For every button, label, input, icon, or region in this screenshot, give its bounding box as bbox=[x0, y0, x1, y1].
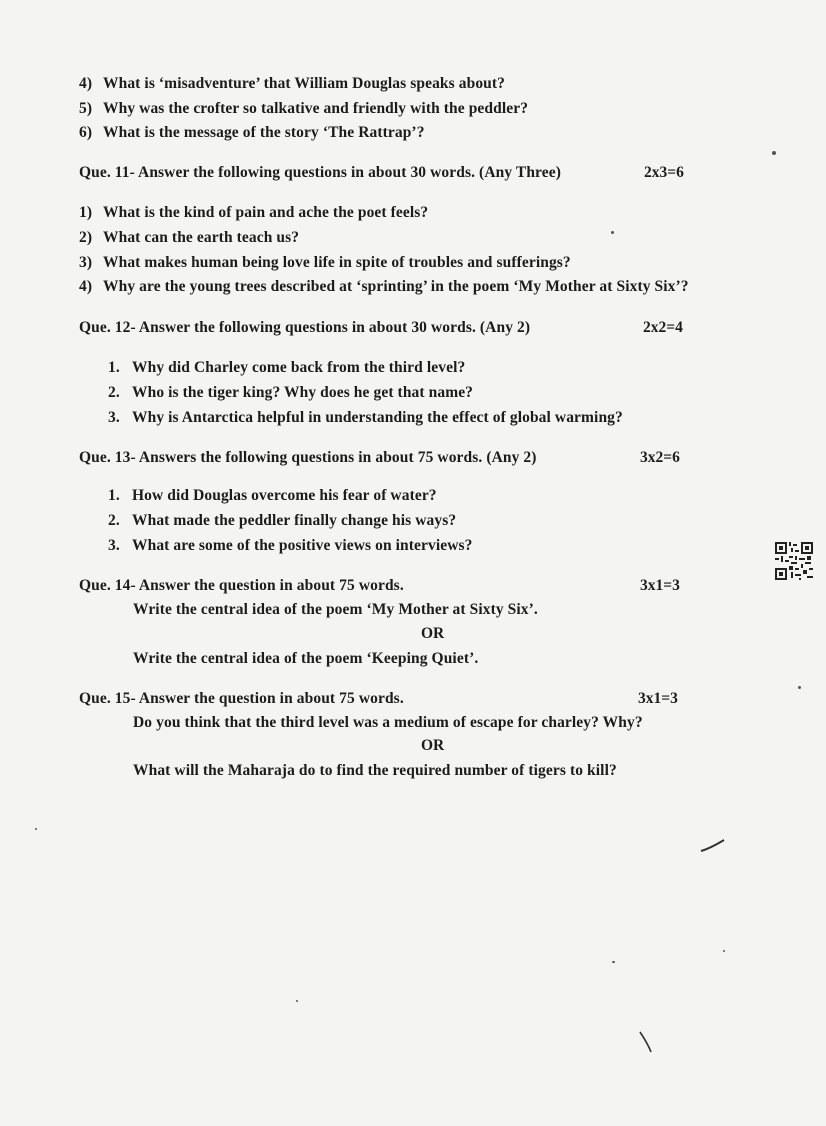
scan-speck bbox=[296, 1000, 298, 1002]
q12-marks: 2x2=4 bbox=[643, 319, 683, 336]
q13-heading: Que. 13- Answers the following questions in about 75 words. (Any 2) bbox=[79, 449, 537, 466]
q11-item-1: 1) What is the kind of pain and ache the poet feels? bbox=[79, 204, 429, 221]
q15-option-b: What will the Maharaja do to find the required number of tigers to kill? bbox=[133, 762, 617, 779]
q12-heading: Que. 12- Answer the following questions in about 30 words. (Any 2) bbox=[79, 319, 531, 336]
q12-item-3: 3. Why is Antarctica helpful in understanding the effect of global warming? bbox=[108, 409, 623, 426]
q10-item-5: 5) Why was the crofter so talkative and friendly with the peddler? bbox=[79, 100, 529, 117]
q14-or: OR bbox=[421, 625, 445, 642]
q13-item-3: 3. What are some of the positive views on interviews? bbox=[108, 537, 473, 554]
scan-speck bbox=[772, 151, 776, 155]
q15-or: OR bbox=[421, 737, 445, 754]
q15-marks: 3x1=3 bbox=[638, 690, 678, 707]
q14-option-a: Write the central idea of the poem ‘My Mother at Sixty Six’. bbox=[133, 601, 538, 618]
scan-speck bbox=[611, 231, 614, 234]
q14-heading: Que. 14- Answer the question in about 75 words. bbox=[79, 577, 404, 594]
q12-item-2: 2. Who is the tiger king? Why does he get that name? bbox=[108, 384, 474, 401]
q11-item-2: 2) What can the earth teach us? bbox=[79, 229, 300, 246]
pen-mark-icon bbox=[700, 838, 726, 854]
q10-item-6: 6) What is the message of the story ‘The Rattrap’? bbox=[79, 124, 425, 141]
q14-marks: 3x1=3 bbox=[640, 577, 680, 594]
qr-code-icon bbox=[775, 542, 813, 580]
q10-item-4: 4) What is ‘misadventure’ that William Douglas speaks about? bbox=[79, 75, 506, 92]
pen-mark-icon bbox=[638, 1030, 654, 1054]
q15-option-a: Do you think that the third level was a medium of escape for charley? Why? bbox=[133, 714, 643, 731]
scan-speck bbox=[798, 686, 801, 689]
q11-item-3: 3) What makes human being love life in spite of troubles and sufferings? bbox=[79, 254, 571, 271]
scan-speck bbox=[723, 950, 725, 952]
scan-speck bbox=[35, 828, 37, 830]
scan-speck bbox=[612, 961, 615, 963]
q13-item-2: 2. What made the peddler finally change his ways? bbox=[108, 512, 457, 529]
q12-item-1: 1. Why did Charley come back from the third level? bbox=[108, 359, 466, 376]
q13-item-1: 1. How did Douglas overcome his fear of water? bbox=[108, 487, 437, 504]
q11-item-4: 4) Why are the young trees described at ‘sprinting’ in the poem ‘My Mother at Sixty Six’? bbox=[79, 278, 689, 295]
q14-option-b: Write the central idea of the poem ‘Keeping Quiet’. bbox=[133, 650, 479, 667]
q15-heading: Que. 15- Answer the question in about 75 words. bbox=[79, 690, 404, 707]
q13-marks: 3x2=6 bbox=[640, 449, 680, 466]
q11-marks: 2x3=6 bbox=[644, 164, 684, 181]
q11-heading: Que. 11- Answer the following questions in about 30 words. (Any Three) bbox=[79, 164, 561, 181]
